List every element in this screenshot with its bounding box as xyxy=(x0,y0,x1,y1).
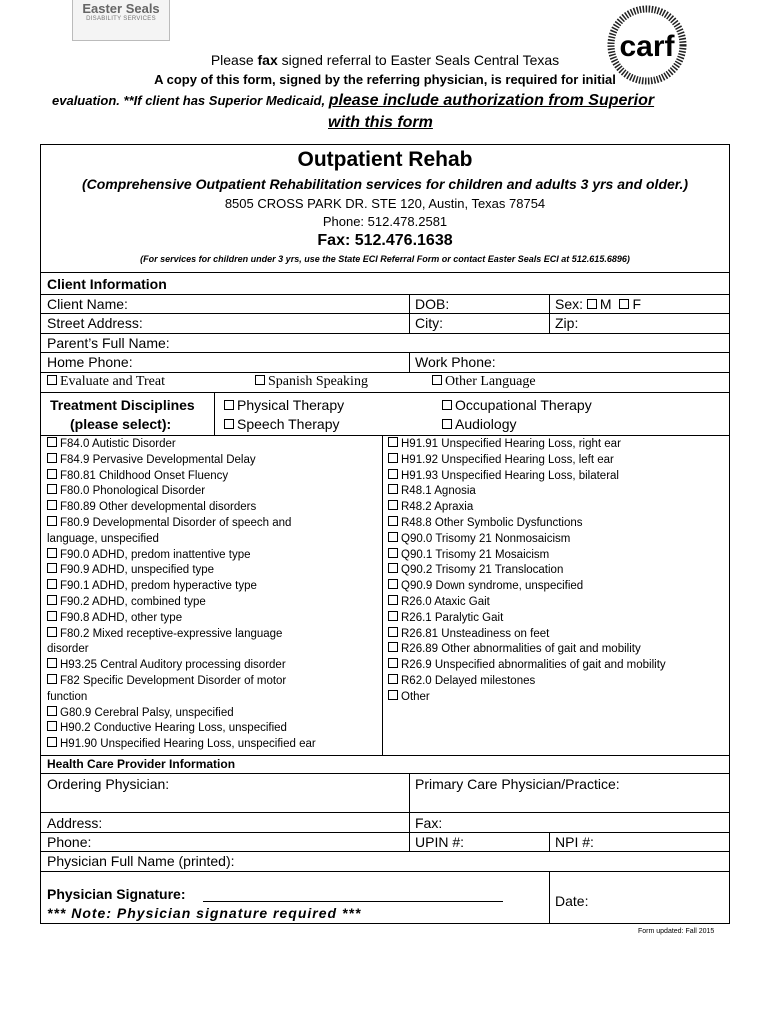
sex-f-label: F xyxy=(632,296,642,312)
diagnosis-checkbox[interactable] xyxy=(388,469,398,479)
diagnosis-checkbox[interactable] xyxy=(388,437,398,447)
city-label[interactable]: City: xyxy=(415,315,443,331)
fax-instruction: Please fax signed referral to Easter Seals Central Texas xyxy=(210,52,560,68)
diagnosis-item[interactable] xyxy=(47,548,316,564)
clinic-fax: Fax: 512.476.1638 xyxy=(317,232,453,249)
diagnosis-label: Q90.9 Down syndrome, unspecified xyxy=(401,580,584,593)
diagnosis-item[interactable] xyxy=(388,516,666,532)
diagnosis-item[interactable] xyxy=(388,595,666,611)
provider-heading: Health Care Provider Information xyxy=(47,757,236,771)
home-phone-label[interactable]: Home Phone: xyxy=(47,354,133,370)
diagnosis-checkbox[interactable] xyxy=(388,611,398,621)
diagnosis-item[interactable] xyxy=(47,500,316,516)
eci-note: (For services for children under 3 yrs, use the State ECI Referral Form or contact Easter Seals ECI at 512.615.6896) xyxy=(140,254,630,264)
client-name-label[interactable]: Client Name: xyxy=(47,296,128,312)
diagnosis-label: F90.9 ADHD, unspecified type xyxy=(60,564,215,577)
diagnosis-label: Q90.0 Trisomy 21 Nonmosaicism xyxy=(401,532,571,545)
audiology-checkbox[interactable] xyxy=(442,419,452,429)
diagnosis-item[interactable] xyxy=(388,658,666,674)
diagnosis-item[interactable] xyxy=(388,532,666,548)
diagnosis-item[interactable] xyxy=(47,516,316,532)
diagnosis-item[interactable] xyxy=(47,579,316,595)
diagnosis-checkbox[interactable] xyxy=(47,658,57,668)
evaluate-checkbox[interactable] xyxy=(47,375,57,385)
diagnosis-item[interactable] xyxy=(47,627,316,643)
signature-line[interactable] xyxy=(203,901,503,902)
clinic-phone: Phone: 512.478.2581 xyxy=(322,214,448,229)
diagnosis-checkbox[interactable] xyxy=(388,595,398,605)
sex-label: Sex: xyxy=(555,296,584,312)
diagnosis-item[interactable] xyxy=(47,595,316,611)
diagnosis-checkbox[interactable] xyxy=(47,721,57,731)
diagnosis-checkbox[interactable] xyxy=(47,595,57,605)
diagnosis-label: H91.92 Unspecified Hearing Loss, left ear xyxy=(401,453,614,466)
occupational-therapy-option[interactable]: Occupational Therapy xyxy=(442,397,592,413)
diagnoses-right-list xyxy=(388,437,666,706)
diagnosis-label: G80.9 Cerebral Palsy, unspecified xyxy=(60,706,234,719)
other-language-checkbox[interactable] xyxy=(432,375,442,385)
diagnosis-label: R26.81 Unsteadiness on feet xyxy=(401,627,550,640)
parent-name-label[interactable]: Parent’s Full Name: xyxy=(47,335,170,351)
work-phone-label[interactable]: Work Phone: xyxy=(415,354,496,370)
spanish-checkbox[interactable] xyxy=(255,375,265,385)
zip-label[interactable]: Zip: xyxy=(555,315,579,331)
npi-label[interactable]: NPI #: xyxy=(555,834,594,850)
diagnosis-checkbox[interactable] xyxy=(388,516,398,526)
diagnosis-checkbox[interactable] xyxy=(47,737,57,747)
ot-checkbox[interactable] xyxy=(442,400,452,410)
diagnosis-item[interactable] xyxy=(388,548,666,564)
page-title: Outpatient Rehab xyxy=(297,148,473,171)
diagnosis-label: H91.93 Unspecified Hearing Loss, bilateral xyxy=(401,469,619,482)
street-address-label[interactable]: Street Address: xyxy=(47,315,143,331)
diagnosis-label: disorder xyxy=(47,643,89,656)
diagnosis-checkbox[interactable] xyxy=(388,658,398,668)
disciplines-sublabel: (please select): xyxy=(70,416,172,432)
diagnosis-item[interactable] xyxy=(388,500,666,516)
diagnosis-checkbox[interactable] xyxy=(388,674,398,684)
diagnosis-checkbox[interactable] xyxy=(47,674,57,684)
diagnosis-label: R26.1 Paralytic Gait xyxy=(401,611,504,624)
diagnosis-label: H91.90 Unspecified Hearing Loss, unspecified ear xyxy=(60,738,316,751)
diagnosis-item[interactable] xyxy=(47,674,316,690)
easter-seals-logo xyxy=(72,0,170,41)
diagnosis-item xyxy=(47,642,316,658)
diagnosis-label: language, unspecified xyxy=(47,532,159,545)
diagnosis-item[interactable] xyxy=(47,469,316,485)
diagnosis-item[interactable] xyxy=(388,690,666,706)
diagnosis-item[interactable] xyxy=(47,658,316,674)
diagnosis-item[interactable] xyxy=(47,721,316,737)
form-updated-note: Form updated: Fall 2015 xyxy=(638,928,715,935)
sex-m-label: M xyxy=(599,296,612,312)
diagnosis-label: F90.0 ADHD, predom inattentive type xyxy=(60,548,251,561)
diagnosis-label: F82 Specific Development Disorder of motor xyxy=(60,674,287,687)
diagnosis-item[interactable] xyxy=(388,674,666,690)
diagnosis-item[interactable] xyxy=(388,563,666,579)
diagnosis-label: H90.2 Conductive Hearing Loss, unspecified xyxy=(60,722,287,735)
diagnosis-checkbox[interactable] xyxy=(47,579,57,589)
dob-label[interactable]: DOB: xyxy=(415,296,450,312)
diagnosis-item[interactable] xyxy=(47,611,316,627)
diagnosis-label: R48.8 Other Symbolic Dysfunctions xyxy=(401,516,583,529)
diagnosis-item[interactable] xyxy=(47,437,316,453)
diagnosis-checkbox[interactable] xyxy=(47,500,57,510)
diagnosis-item[interactable] xyxy=(388,469,666,485)
diagnosis-item[interactable] xyxy=(47,563,316,579)
diagnosis-checkbox[interactable] xyxy=(388,484,398,494)
diagnosis-label: F84.0 Autistic Disorder xyxy=(60,438,176,450)
diagnosis-item[interactable] xyxy=(388,579,666,595)
diagnosis-checkbox[interactable] xyxy=(388,453,398,463)
diagnosis-label: H93.25 Central Auditory processing disorder xyxy=(60,659,286,672)
diagnosis-checkbox[interactable] xyxy=(47,469,57,479)
medicaid-note: evaluation. **If client has Superior Medicaid, please include authorization from Superior xyxy=(52,92,655,109)
diagnosis-label: F90.8 ADHD, other type xyxy=(60,611,183,624)
ordering-physician-label[interactable]: Ordering Physician: xyxy=(47,776,170,792)
primary-care-label[interactable]: Primary Care Physician/Practice: xyxy=(415,776,620,792)
signature-note: *** Note: Physician signature required *** xyxy=(47,905,362,921)
physician-full-name-label[interactable]: Physician Full Name (printed): xyxy=(47,853,235,869)
carf-logo-text: carf xyxy=(619,30,675,63)
diagnoses-left-list xyxy=(47,437,316,753)
spanish-option[interactable]: Spanish Speaking xyxy=(255,374,368,390)
physical-therapy-option[interactable]: Physical Therapy xyxy=(224,397,344,413)
diagnosis-item[interactable] xyxy=(388,437,666,453)
diagnosis-checkbox[interactable] xyxy=(47,516,57,526)
diagnosis-checkbox[interactable] xyxy=(47,453,57,463)
copy-required-note: A copy of this form, signed by the referring physician, is required for initial xyxy=(154,72,616,87)
diagnosis-item[interactable] xyxy=(388,627,666,643)
audiology-option[interactable]: Audiology xyxy=(442,416,517,432)
diagnosis-checkbox[interactable] xyxy=(47,627,57,637)
physician-address-label[interactable]: Address: xyxy=(47,815,103,831)
upin-label[interactable]: UPIN #: xyxy=(415,834,465,850)
diagnosis-label: F80.89 Other developmental disorders xyxy=(60,501,257,514)
speech-therapy-option[interactable]: Speech Therapy xyxy=(224,416,339,432)
diagnosis-label: Other xyxy=(401,690,430,703)
date-label[interactable]: Date: xyxy=(555,893,589,909)
diagnosis-item xyxy=(47,690,316,706)
diagnosis-label: R26.9 Unspecified abnormalities of gait and mobility xyxy=(401,659,666,672)
diagnosis-item[interactable] xyxy=(388,611,666,627)
diagnosis-label: function xyxy=(47,690,88,703)
diagnosis-label: F80.0 Phonological Disorder xyxy=(60,485,206,498)
diagnosis-checkbox[interactable] xyxy=(47,484,57,494)
other-language-option[interactable]: Other Language xyxy=(432,374,536,390)
diagnosis-label: F90.2 ADHD, combined type xyxy=(60,595,206,608)
sex-m-checkbox[interactable] xyxy=(587,299,597,309)
diagnosis-checkbox[interactable] xyxy=(388,563,398,573)
diagnosis-checkbox[interactable] xyxy=(388,579,398,589)
diagnosis-label: H91.91 Unspecified Hearing Loss, right ear xyxy=(401,438,621,450)
diagnosis-label: Q90.1 Trisomy 21 Mosaicism xyxy=(401,548,550,561)
diagnosis-item[interactable] xyxy=(47,706,316,722)
physician-phone-label[interactable]: Phone: xyxy=(47,834,92,850)
logo-left-subtitle: DISABILITY SERVICES xyxy=(86,16,156,22)
medicaid-note-end: with this form xyxy=(328,114,433,131)
diagnosis-label: F80.9 Developmental Disorder of speech and xyxy=(60,516,292,529)
diagnosis-label: R48.1 Agnosia xyxy=(401,485,476,498)
sex-f-checkbox[interactable] xyxy=(619,299,629,309)
diagnosis-label: F80.81 Childhood Onset Fluency xyxy=(60,469,229,482)
diagnosis-checkbox[interactable] xyxy=(47,563,57,573)
diagnosis-checkbox[interactable] xyxy=(388,627,398,637)
diagnosis-label: F90.1 ADHD, predom hyperactive type xyxy=(60,580,257,593)
physician-fax-label[interactable]: Fax: xyxy=(415,815,443,831)
diagnosis-item[interactable] xyxy=(47,484,316,500)
physician-signature-label[interactable]: Physician Signature: xyxy=(47,886,186,902)
logo-left-title: Easter Seals xyxy=(82,1,160,16)
diagnosis-checkbox[interactable] xyxy=(47,437,57,447)
diagnosis-item[interactable] xyxy=(47,737,316,753)
diagnosis-label: F84.9 Pervasive Developmental Delay xyxy=(60,453,256,466)
page-subtitle: (Comprehensive Outpatient Rehabilitation services for children and adults 3 yrs and older.) xyxy=(81,176,689,192)
client-info-heading: Client Information xyxy=(47,276,167,292)
diagnosis-checkbox[interactable] xyxy=(388,642,398,652)
diagnosis-checkbox[interactable] xyxy=(47,548,57,558)
st-checkbox[interactable] xyxy=(224,419,234,429)
diagnosis-checkbox[interactable] xyxy=(388,532,398,542)
diagnosis-checkbox[interactable] xyxy=(47,611,57,621)
clinic-address: 8505 CROSS PARK DR. STE 120, Austin, Texas 78754 xyxy=(224,196,546,211)
diagnosis-label: R26.0 Ataxic Gait xyxy=(401,595,490,608)
diagnosis-checkbox[interactable] xyxy=(388,500,398,510)
diagnosis-item[interactable] xyxy=(47,453,316,469)
diagnosis-item[interactable] xyxy=(388,453,666,469)
diagnosis-label: R26.89 Other abnormalities of gait and mobility xyxy=(401,643,641,656)
pt-checkbox[interactable] xyxy=(224,400,234,410)
diagnosis-checkbox[interactable] xyxy=(388,690,398,700)
diagnosis-checkbox[interactable] xyxy=(388,548,398,558)
diagnosis-item[interactable] xyxy=(388,484,666,500)
diagnosis-label: Q90.2 Trisomy 21 Translocation xyxy=(401,564,564,577)
disciplines-label: Treatment Disciplines xyxy=(50,397,195,413)
diagnosis-item xyxy=(47,532,316,548)
diagnosis-checkbox[interactable] xyxy=(47,706,57,716)
diagnosis-label: F80.2 Mixed receptive-expressive language xyxy=(60,627,283,640)
diagnosis-item[interactable] xyxy=(388,642,666,658)
evaluate-option[interactable]: Evaluate and Treat xyxy=(47,374,165,390)
sex-field xyxy=(555,296,641,312)
diagnosis-label: R62.0 Delayed milestones xyxy=(401,674,536,687)
diagnosis-label: R48.2 Apraxia xyxy=(401,501,474,514)
